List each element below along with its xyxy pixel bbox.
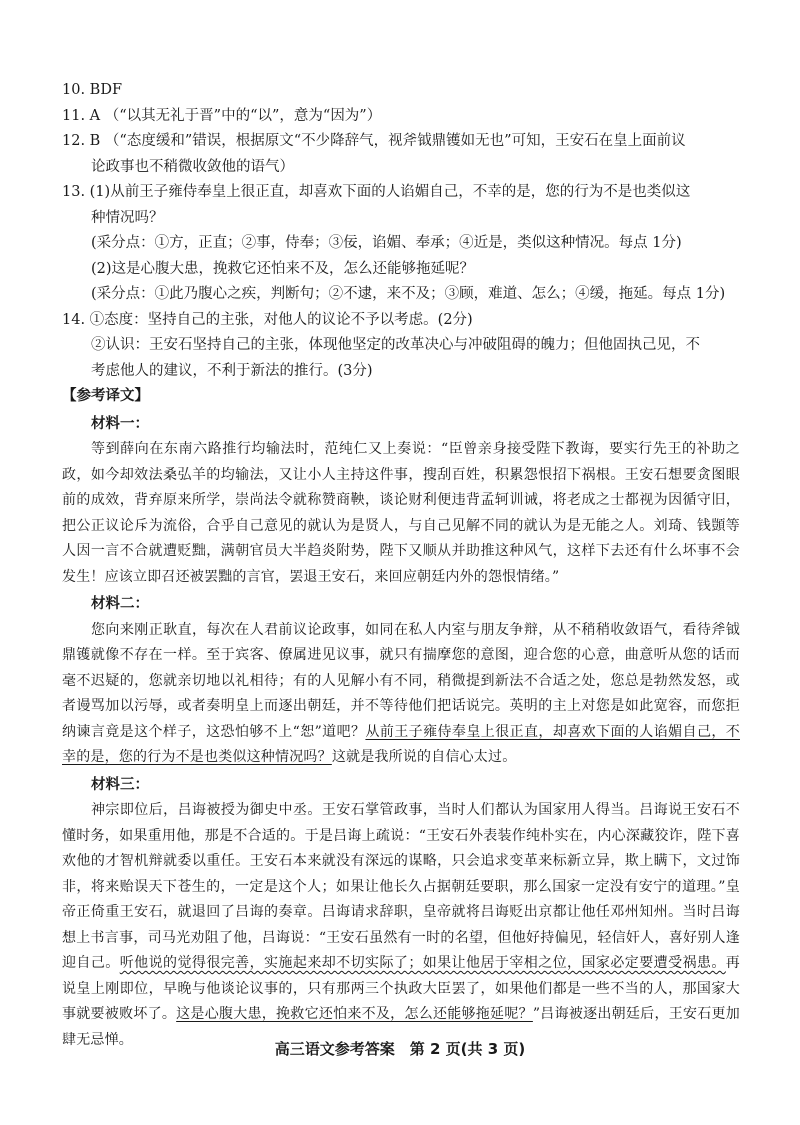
material-3-underlined: 这是心腹大患，挽救它还怕来不及，怎么还能够拖延呢？ (176, 1006, 533, 1022)
answer-q12-line1: 12. B （“态度缓和”错误，根据原文“不少降辞气，视斧钺鼎镬如无也”可知，王安石在皇上面前议 (62, 133, 686, 149)
answer-q13-2-points: (采分点：①此乃腹心之疾，判断句；②不逮，来不及；③顾，难道、怎么；④缓，拖延。每点 1分) (91, 286, 726, 302)
answer-q14-1: 14. ①态度：坚持自己的主张，对他人的议论不予以考虑。(2分) (62, 311, 473, 328)
answer-q12-line2: 论政事也不稍微收敛他的语气） (91, 158, 294, 175)
answer-q14-2-line2: 考虑他人的建议，不利于新法的推行。(3分) (91, 362, 373, 379)
answer-q11: 11. A （“以其无礼于晋”中的“以”，意为“因为”） (62, 107, 382, 124)
answer-q10: 10. BDF (62, 82, 123, 98)
page-footer: 高三语文参考答案 第 2 页(共 3 页) (274, 1040, 526, 1058)
material-3-middle: 再说皇上刚即位，早晚与他谈论议事的，只有那两三个执政大臣罢了，如果他们都是一些不当的人，那国家大事就要被败坏了。 (62, 955, 740, 1022)
answer-q13-2: (2)这是心腹大患，挽救它还怕来不及，怎么还能够拖延呢？ (91, 260, 475, 277)
material-3-after: ”吕诲被逐出朝廷后，王安石更加肆无忌惮。 (62, 1006, 740, 1048)
material-3-before: 神宗即位后，吕诲被授为御史中丞。王安石掌管政事，当时人们都认为国家用人得当。吕诲说王安石不懂时务，如果重用他，那是不合适的。于是吕诲上疏说：“王安石外表装作纯朴实在，内心深藏狡诈，陛下喜欢他的才智机辩就委以重任。王安石本来就没有深远的谋略，只会追求变革来标新立异，欺上瞒下，文过饰非，将来贻误天下苍生的，一定是这个人；如果让他长久占据朝廷要职，那么国家一定没有安宁的道理。”皇帝正倚重王安石，就退回了吕诲的奏章。吕诲请求辞职，皇帝就将吕诲贬出京都让他任邓州知州。当时吕诲想上书言事，司马光劝阻了他，吕诲说：“王安石虽然有一时的名望，但他好持偏见，轻信奸人，喜好别人逢迎自己。 (62, 802, 740, 971)
material-1-text: 等到薛向在东南六路推行均输法时，范纯仁又上奏说：“臣曾亲身接受陛下教诲，要实行先王的补助之政，如今却效法桑弘羊的均输法，又让小人主持这件事，搜刮百姓，积累怨恨招下祸根。王安石想要贪图眼前的成效，背弃原来所学，崇尚法令就称赞商鞅，谈论财利便违背孟轲训诫，将老成之士都视为因循守旧，把公正议论斥为流俗，合乎自己意见的就认为是贤人，与自己见解不同的就认为是无能之人。刘琦、钱顗等人因一言不合就遭贬黜，满朝官员大半趋炎附势，陛下又顺从并助推这种风气，这样下去还有什么坏事不会发生！应该立即召还被罢黜的言官，罢退王安石，来回应朝廷内外的怨恨情绪。” (62, 441, 740, 585)
material-3-text (62, 798, 740, 1053)
material-2-title: 材料二： (91, 596, 149, 612)
answer-q13-1-line2: 种情况吗？ (91, 209, 164, 226)
material-2-before: 您向来刚正耿直，每次在人君前议论政事，如同在私人内室与朋友争辩，从不稍稍收敛语气，看待斧钺鼎镬就像不存在一样。至于宾客、僚属进见议事，就只有揣摩您的意图，迎合您的心意，曲意听从您的话而毫不迟疑的，您就亲切地以礼相待；有的人见解小有不同，稍微提到新法不合适之处，您总是勃然发怒，或者谩骂加以污辱，或者奏明皇上而逐出朝廷，并不等待他们把话说完。英明的主上对您是如此宽容，而您拒纳谏言竟是这个样子，这恐怕够不上“恕”道吧？ (62, 621, 740, 740)
material-2-underlined: 从前王子雍侍奉皇上很正直，却喜欢下面的人谄媚自己，不幸的是，您的行为不是也类似这种情况吗？ (62, 723, 740, 765)
answer-q14-2-line1: ②认识：王安石坚持自己的主张，体现他坚定的改革决心与冲破阻碍的魄力；但他固执己见，不 (91, 337, 700, 353)
material-3-title: 材料三： (91, 776, 149, 793)
material-1-title: 材料一： (91, 415, 149, 432)
answer-q13-1-points: (采分点：①方，正直；②事，侍奉；③佞，谄媚、奉承；④近是，类似这种情况。每点 1分) (91, 235, 682, 251)
material-3-wavy: 听他说的觉得很完善，实施起来却不切实际了；如果让他居于宰相之位，国家必定要遭受祸患。 (119, 955, 726, 971)
material-2-after: 这就是我所说的自信心太过。 (331, 749, 517, 765)
answer-page (62, 78, 740, 1053)
translation-heading: 【参考译文】 (62, 388, 149, 404)
material-2-text (62, 618, 740, 771)
answer-q13-1-line1: 13. (1)从前王子雍侍奉皇上很正直，却喜欢下面的人谄媚自己，不幸的是，您的行为不是也类似这 (62, 184, 691, 200)
